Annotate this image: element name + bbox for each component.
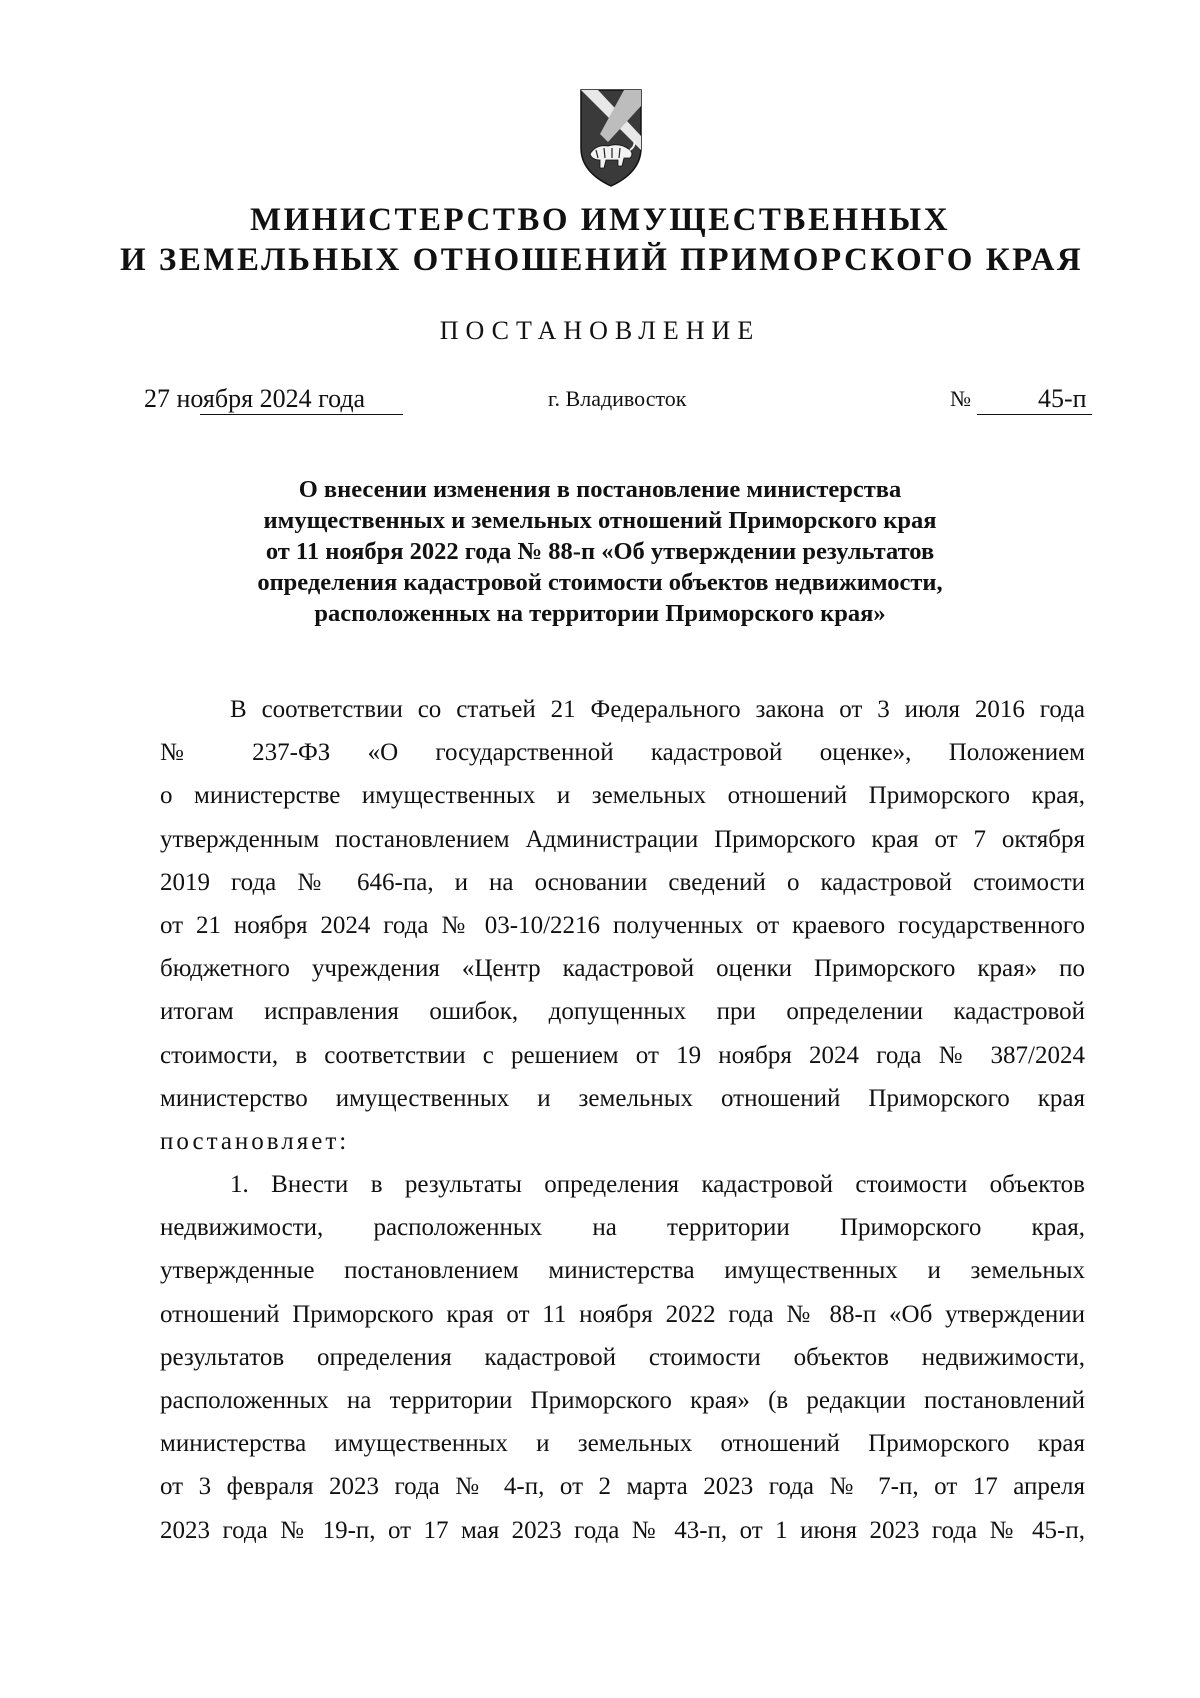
preamble-line: от 21 ноября 2024 года № 03-10/2216 полученных от краевого государственного [160,911,1085,939]
resolves-word: постановляет: [160,1127,350,1155]
preamble-line: В соответствии со статьей 21 Федерального закона от 3 июля 2016 года [230,696,1085,723]
item1-line: недвижимости, расположенных на территории Приморского края, [160,1214,1085,1242]
subject-line: имущественных и земельных отношений Приморского края [263,507,937,534]
preamble-line: утвержденным постановлением Администрации Приморского края от 7 октября [160,825,1085,853]
item1-line: результатов определения кадастровой стоимости объектов недвижимости, [160,1343,1085,1371]
ministry-name-line2: И ЗЕМЕЛЬНЫХ ОТНОШЕНИЙ ПРИМОРСКОГО КРАЯ [120,242,1084,278]
preamble-line: итогам исправления ошибок, допущенных при определении кадастровой [160,998,1085,1026]
preamble-line: о министерстве имущественных и земельных отношений Приморского края, [160,782,1085,810]
preamble-line: 2019 года № 646-па, и на основании сведений о кадастровой стоимости [160,868,1085,896]
coat-of-arms-icon [578,88,644,196]
number-underline [977,414,1092,415]
document-date: 27 ноября 2024 года [144,384,366,413]
item1-line: отношений Приморского края от 11 ноября 2022 года № 88-п «Об утверждении [160,1300,1085,1328]
ministry-name-line1: МИНИСТЕРСТВО ИМУЩЕСТВЕННЫХ [249,202,951,238]
subject-line: расположенных на территории Приморского края» [314,600,886,627]
item1-line: 1. Внести в результаты определения кадастровой стоимости объектов [230,1171,1085,1199]
document-subject [200,474,1000,629]
document-city: г. Владивосток [548,386,687,411]
subject-line: О внесении изменения в постановление министерства [298,476,902,503]
preamble-line: министерство имущественных и земельных отношений Приморского края [160,1084,1085,1112]
date-underline [200,414,403,415]
item1-line: от 3 февраля 2023 года № 4-п, от 2 марта 2023 года № 7-п, от 17 апреля [160,1473,1085,1501]
item1-line: расположенных на территории Приморского края» (в редакции постановлений [160,1387,1085,1414]
document-body [160,688,1085,1552]
number-sign: № [950,386,971,411]
document-number: 45-п [1038,384,1087,413]
document-meta-row [0,384,1200,420]
preamble-line: № 237-ФЗ «О государственной кадастровой оценке», Положением [160,739,1085,767]
subject-line: от 11 ноября 2022 года № 88-п «Об утверждении результатов [265,538,935,565]
item1-line: министерства имущественных и земельных отношений Приморского края [160,1430,1085,1458]
item1-line: 2023 года № 19-п, от 17 мая 2023 года № 43-п, от 1 июня 2023 года № 45-п, [160,1516,1085,1544]
document-type: ПОСТАНОВЛЕНИЕ [439,316,761,345]
subject-line: определения кадастровой стоимости объектов недвижимости, [257,569,943,596]
preamble-line: стоимости, в соответствии с решением от 19 ноября 2024 года № 387/2024 [160,1041,1085,1069]
preamble-line: бюджетного учреждения «Центр кадастровой оценки Приморского края» по [160,955,1085,983]
ministry-name [120,200,1084,280]
item1-line: утвержденные постановлением министерства имущественных и земельных [160,1257,1085,1285]
